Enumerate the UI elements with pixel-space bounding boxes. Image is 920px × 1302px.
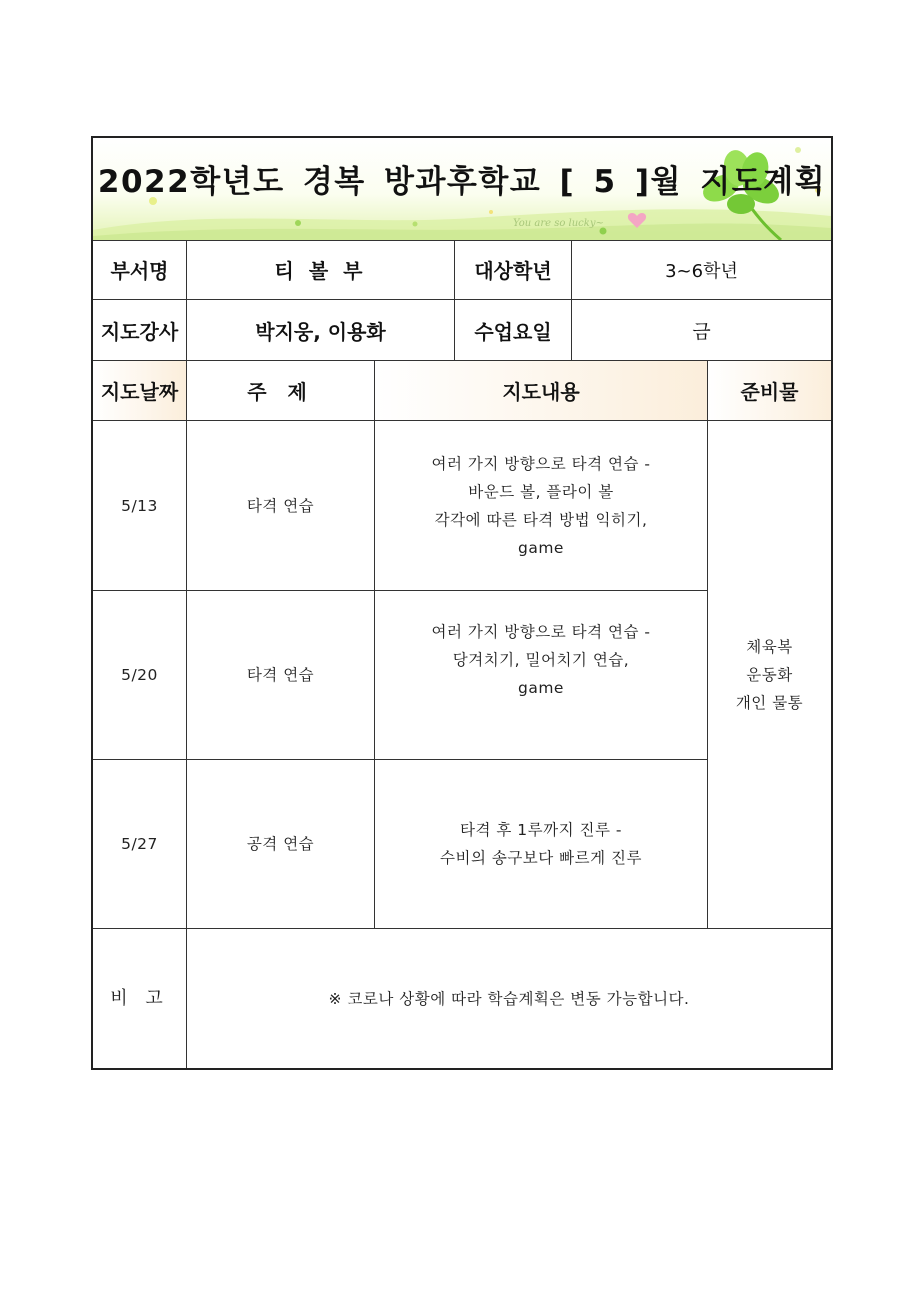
content-line: game [518, 679, 564, 697]
day-label: 수업요일 [455, 300, 572, 361]
dept-value: 티 볼 부 [187, 240, 455, 300]
day-value: 금 [572, 300, 831, 361]
content-line: 각각에 따른 타격 방법 익히기, [434, 510, 648, 529]
col-header-date: 지도날짜 [93, 361, 187, 421]
lesson-content [375, 421, 708, 591]
content-line: 타격 후 1루까지 진루 - [460, 821, 622, 839]
content-line: game [518, 538, 564, 557]
col-header-content: 지도내용 [375, 361, 708, 421]
content-line: 여러 가지 방향으로 타격 연습 - [431, 454, 651, 473]
col-header-supplies: 준비물 [708, 361, 831, 421]
plan-table [93, 240, 831, 1068]
lesson-topic: 타격 연습 [187, 591, 375, 760]
lesson-date: 5/27 [93, 760, 187, 929]
svg-text:You are so lucky~: You are so lucky~ [513, 218, 604, 229]
lesson-date: 5/13 [93, 421, 187, 591]
lesson-date: 5/20 [93, 591, 187, 760]
supply-item: 체육복 [746, 637, 793, 656]
content-line: 수비의 송구보다 빠르게 진루 [440, 849, 642, 867]
lesson-topic: 공격 연습 [187, 760, 375, 929]
supplies-cell [708, 421, 831, 929]
dept-label: 부서명 [93, 240, 187, 300]
content-line: 바운드 볼, 플라이 볼 [468, 482, 614, 501]
page-title: 2022학년도 경복 방과후학교 [ 5 ]월 지도계획 [97, 164, 827, 200]
plan-document [91, 136, 833, 1070]
supply-item: 개인 물통 [735, 693, 804, 712]
lesson-content [375, 591, 708, 760]
lesson-content [375, 760, 708, 929]
teacher-label: 지도강사 [93, 300, 187, 361]
lesson-topic: 타격 연습 [187, 421, 375, 591]
title-banner [93, 138, 831, 241]
remark-text: ※ 코로나 상황에 따라 학습계획은 변동 가능합니다. [328, 989, 690, 1008]
col-header-topic: 주 제 [187, 361, 375, 421]
grade-label: 대상학년 [455, 240, 572, 300]
teacher-value: 박지웅, 이용화 [187, 300, 455, 361]
grade-value: 3~6학년 [572, 240, 831, 300]
content-line: 당겨치기, 밀어치기 연습, [452, 651, 630, 669]
content-line: 여러 가지 방향으로 타격 연습 - [431, 623, 651, 641]
remark-label: 비 고 [93, 929, 187, 1068]
supply-item: 운동화 [746, 665, 793, 684]
